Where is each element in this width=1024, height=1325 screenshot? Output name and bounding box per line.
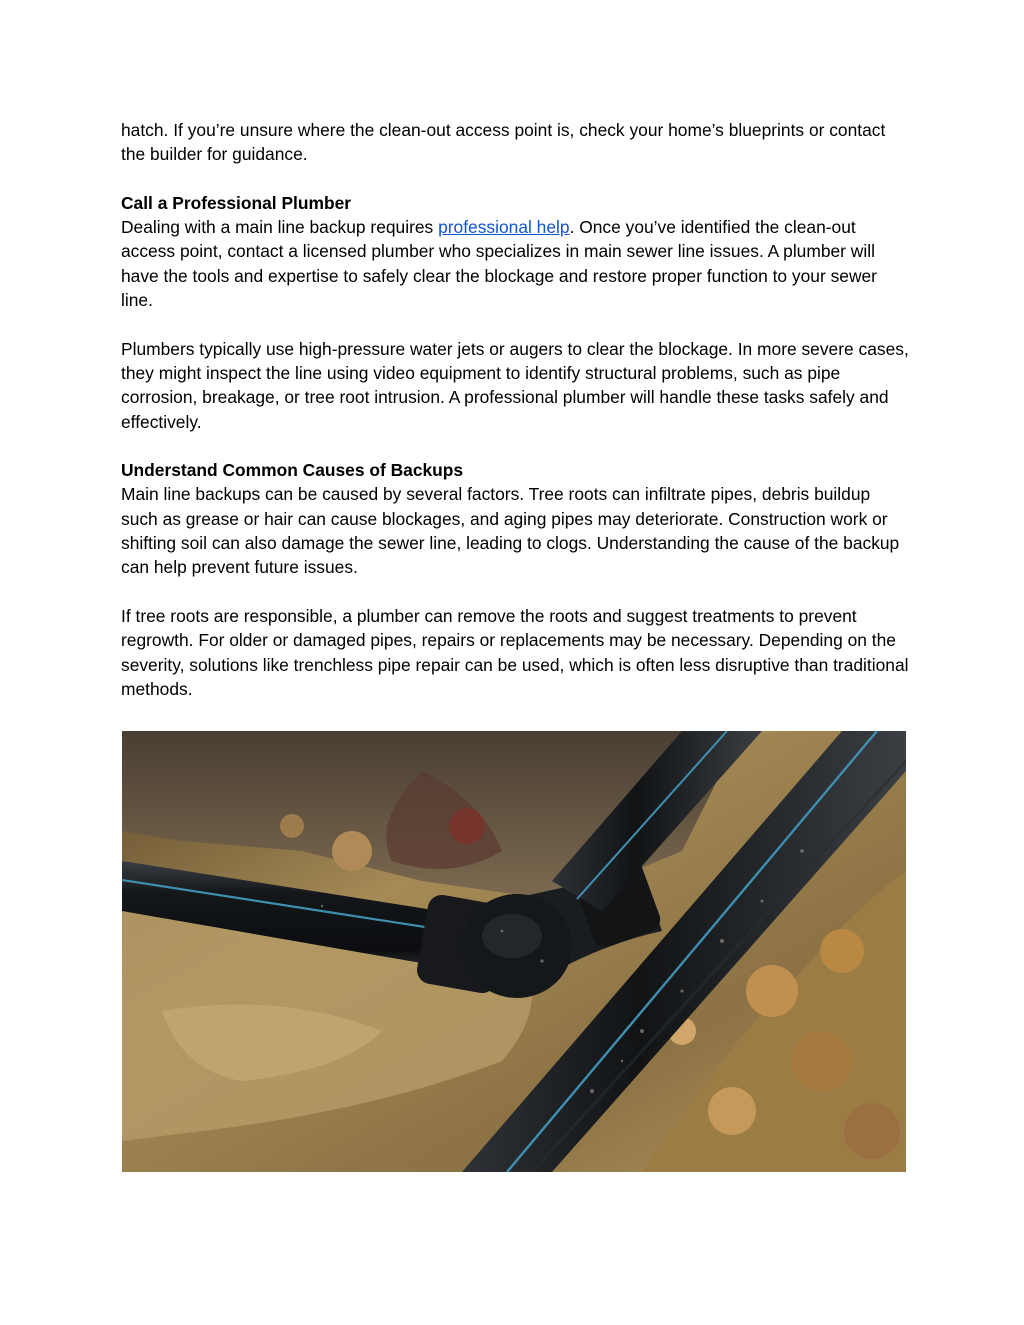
- section-heading: Call a Professional Plumber: [121, 192, 352, 213]
- professional-help-link[interactable]: professional help: [438, 217, 570, 238]
- intro-paragraph: hatch. If you’re unsure where the clean-out access point is, check your home’s blueprints or contact the builder for guidance.: [121, 120, 886, 165]
- section-paragraph: [121, 215, 911, 312]
- section-paragraph: If tree roots are responsible, a plumber can remove the roots and suggest treatments to prevent regrowth. For older or damaged pipes, repairs or replacements may be necessary. Depending on the severity, solutions like trenchless pipe repair can be used, which is often less disruptive than traditional methods.: [121, 605, 909, 699]
- paragraph-text: Dealing with a main line backup requires: [121, 217, 439, 238]
- paragraph-text: . Once you’ve identified the clean-out access point, contact a licensed plumber who specializes in main sewer line issues. A plumber will have the tools and expertise to safely clear the blockage and restore proper function to your sewer line.: [121, 217, 877, 311]
- section-common-causes: [121, 458, 911, 579]
- sewer-pipes-photo: [122, 731, 906, 1172]
- photo-icon: [122, 731, 906, 1172]
- section-heading: Understand Common Causes of Backups: [121, 460, 464, 481]
- section-paragraph: Main line backups can be caused by several factors. Tree roots can infiltrate pipes, debris buildup such as grease or hair can cause blockages, and aging pipes may deteriorate. Construction work or shifting soil can also damage the sewer line, leading to clogs. Understanding the cause of the backup can help prevent future issues.: [121, 484, 900, 578]
- section-paragraph: Plumbers typically use high-pressure water jets or augers to clear the blockage. In more severe cases, they might inspect the line using video equipment to identify structural problems, such as pipe corrosion, breakage, or tree root intrusion. A professional plumber will handle these tasks safely and effectively.: [121, 338, 909, 432]
- section-call-plumber: [121, 191, 911, 312]
- document-body: [121, 118, 911, 725]
